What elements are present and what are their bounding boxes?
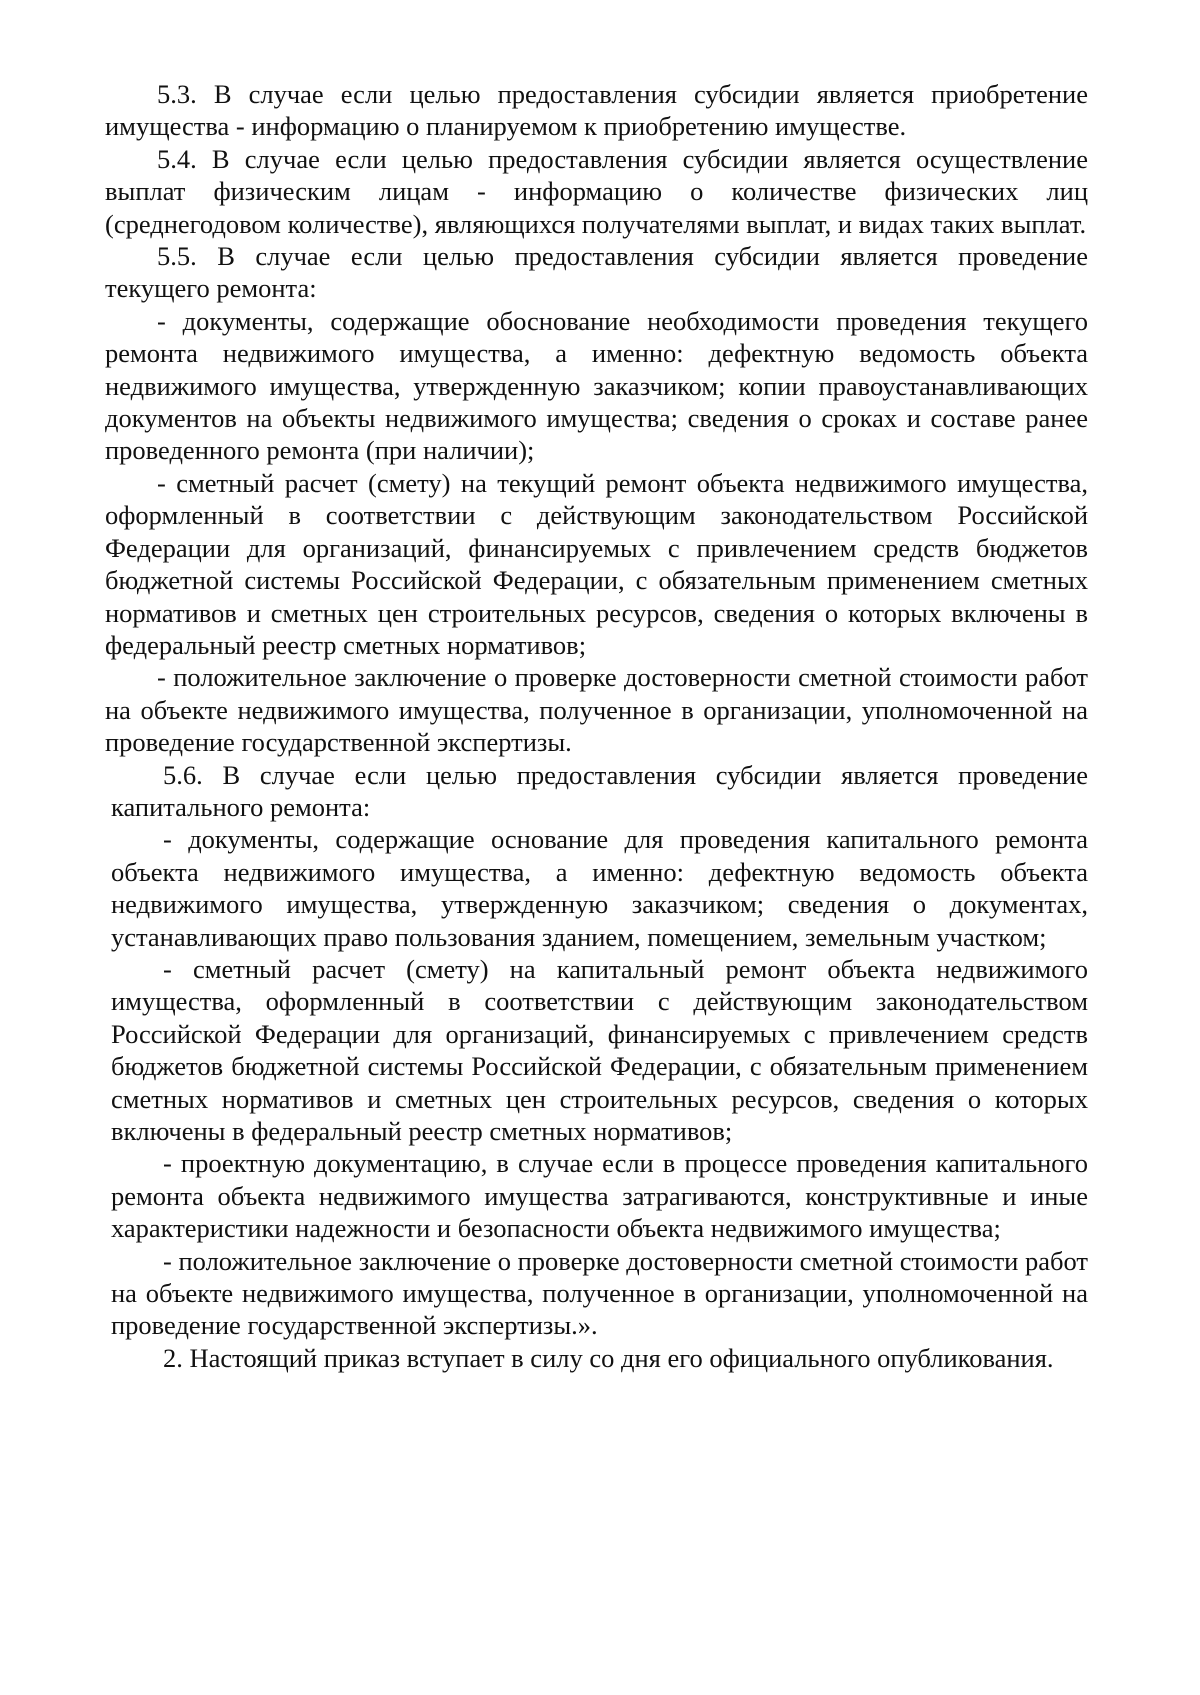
paragraph-5-5-item-3: - положительное заключение о проверке достоверности сметной стоимости работ на объекте недвижимого имущества, полученное в организации, уполномоченной на проведение государственной экспертизы. [105, 662, 1088, 758]
paragraph-5-5-item-1: - документы, содержащие обоснование необходимости проведения текущего ремонта недвижимого имущества, а именно: дефектную ведомость объекта недвижимого имущества, утвержденную заказчиком; копии правоустанавливающих документов на объекты недвижимого имущества; сведения о сроках и составе ранее проведенного ремонта (при наличии); [105, 305, 1088, 466]
paragraph-5-6-item-2: - сметный расчет (смету) на капитальный ремонт объекта недвижимого имущества, оформленный в соответствии с действующим законодательством Российской Федерации для организаций, финансируемых с привлечением средств бюджетов бюджетной системы Российской Федерации, с обязательным применением сметных нормативов и сметных цен строительных ресурсов, сведения о которых включены в федеральный реестр сметных нормативов; [111, 953, 1088, 1146]
paragraph-5-3: 5.3. В случае если целью предоставления субсидии является приобретение имущества - информацию о планируемом к приобретению имуществе. [105, 79, 1088, 142]
paragraph-5-5: 5.5. В случае если целью предоставления субсидии является проведение текущего ремонта: [105, 241, 1088, 304]
paragraph-5-4: 5.4. В случае если целью предоставления субсидии является осуществление выплат физическим лицам - информацию о количестве физических лиц (среднегодовом количестве), являющихся получателями выплат, и видах таких выплат. [105, 143, 1088, 239]
paragraph-5-6-item-3: - проектную документацию, в случае если в процессе проведения капитального ремонта объекта недвижимого имущества затрагиваются, конструктивные и иные характеристики надежности и безопасности объекта недвижимого имущества; [111, 1148, 1088, 1244]
paragraph-5-6-item-1: - документы, содержащие основание для проведения капитального ремонта объекта недвижимого имущества, а именно: дефектную ведомость объекта недвижимого имущества, утвержденную заказчиком; сведения о документах, устанавливающих право пользования зданием, помещением, земельным участком; [111, 824, 1088, 952]
paragraph-5-6: 5.6. В случае если целью предоставления субсидии является проведение капитального ремонта: [111, 759, 1088, 822]
paragraph-5-6-item-4: - положительное заключение о проверке достоверности сметной стоимости работ на объекте недвижимого имущества, полученное в организации, уполномоченной на проведение государственной экспертизы.». [111, 1245, 1088, 1341]
paragraph-5-5-item-2: - сметный расчет (смету) на текущий ремонт объекта недвижимого имущества, оформленный в соответствии с действующим законодательством Российской Федерации для организаций, финансируемых с привлечением средств бюджетов бюджетной системы Российской Федерации, с обязательным применением сметных нормативов и сметных цен строительных ресурсов, сведения о которых включены в федеральный реестр сметных нормативов; [105, 467, 1088, 660]
paragraph-2: 2. Настоящий приказ вступает в силу со дня его официального опубликования. [163, 1342, 1054, 1373]
document-body [105, 78, 1088, 1374]
